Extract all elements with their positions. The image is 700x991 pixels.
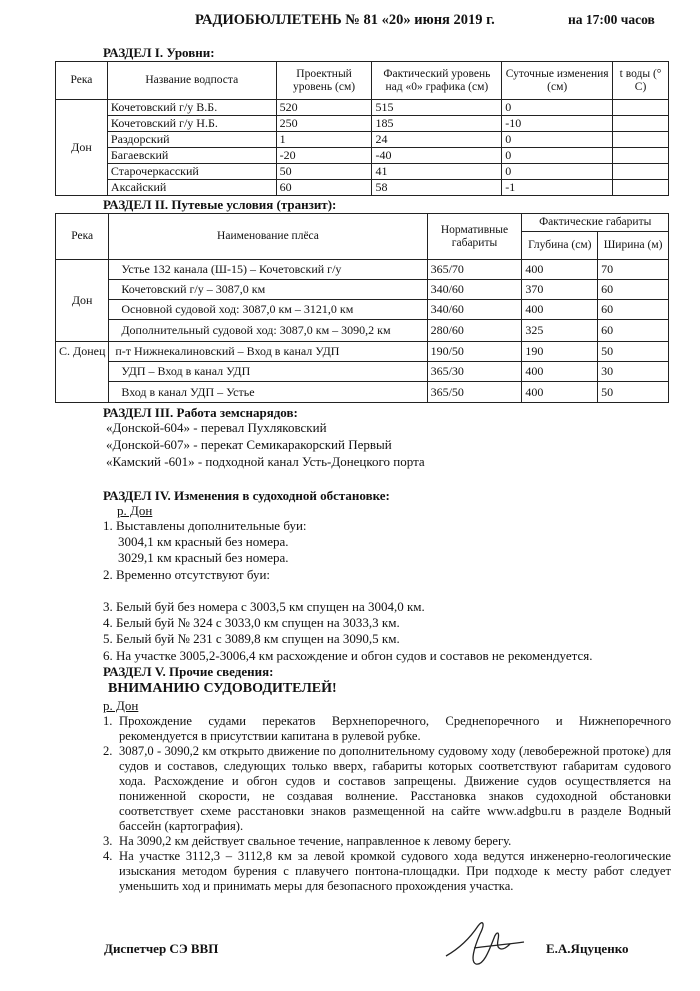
dredger-line: «Донской-607» - перекат Семикаракорский Первый: [106, 437, 392, 452]
section5-river: р. Дон: [103, 698, 139, 713]
bulletin-time: на 17:00 часов: [568, 12, 655, 27]
dispatcher-position: Диспетчер СЭ ВВП: [104, 941, 219, 956]
dredger-line: «Донской-604» - перевал Пухляковский: [106, 420, 327, 435]
item-number: 1.: [103, 714, 113, 728]
section3-title: РАЗДЕЛ III. Работа земснарядов:: [103, 405, 298, 420]
normative-dims: 365/70: [427, 260, 522, 280]
change-item: 5. Белый буй № 231 с 3089,8 км спущен на 3090,5 км.: [103, 631, 400, 646]
actual-width: 60: [598, 280, 669, 300]
station-name: Багаевский: [107, 148, 276, 164]
actual-depth: 190: [522, 342, 598, 362]
actual-level: 58: [372, 180, 502, 196]
section5-title: РАЗДЕЛ V. Прочие сведения:: [103, 664, 274, 679]
item-text: На участке 3112,3 – 3112,8 км за левой кромкой судового хода ведутся инженерно-геологические изыскания методом бурения с плавучего понтона-площадки. При подходе к месту работ следует уменьшить ход и принимать меры для безопасного прохождения участка.: [119, 849, 671, 893]
notes-list: [103, 714, 671, 894]
col-header: t воды (° С): [613, 62, 669, 100]
water-temp: [613, 148, 669, 164]
water-temp: [613, 164, 669, 180]
actual-level: 41: [372, 164, 502, 180]
station-name: Раздорский: [107, 132, 276, 148]
actual-depth: 400: [522, 362, 598, 382]
table-row: [56, 382, 669, 403]
station-name: Кочетовский г/у В.Б.: [107, 100, 276, 116]
actual-level: -40: [372, 148, 502, 164]
river-cell: С. Донец: [56, 342, 109, 403]
design-level: 250: [276, 116, 372, 132]
actual-level: 185: [372, 116, 502, 132]
col-header-river: Река: [56, 214, 109, 260]
table-row: [56, 100, 669, 116]
water-temp: [613, 116, 669, 132]
reach-name: УДП – Вход в канал УДП: [109, 362, 427, 382]
attention-heading: ВНИМАНИЮ СУДОВОДИТЕЛЕЙ!: [108, 681, 337, 696]
item-number: 4.: [103, 849, 113, 863]
design-level: 520: [276, 100, 372, 116]
daily-change: 0: [502, 100, 613, 116]
actual-width: 60: [598, 300, 669, 320]
list-item: [103, 834, 671, 849]
col-header-name: Наименование плёса: [109, 214, 427, 260]
levels-header-row: [56, 62, 669, 100]
water-temp: [613, 132, 669, 148]
actual-width: 70: [598, 260, 669, 280]
change-item: 3. Белый буй без номера с 3003,5 км спущен на 3004,0 км.: [103, 599, 425, 614]
table-row: [56, 148, 669, 164]
design-level: 50: [276, 164, 372, 180]
buoy-sub-item: 3029,1 км красный без номера.: [118, 550, 289, 565]
levels-table: [55, 61, 669, 196]
daily-change: 0: [502, 132, 613, 148]
col-header-width: Ширина (м): [598, 232, 669, 260]
transit-header-row-1: [56, 214, 669, 232]
list-item: [103, 849, 671, 894]
station-name: Аксайский: [107, 180, 276, 196]
normative-dims: 365/50: [427, 382, 522, 403]
daily-change: -1: [502, 180, 613, 196]
actual-width: 50: [598, 342, 669, 362]
reach-name: Устье 132 канала (Ш-15) – Кочетовский г/у: [109, 260, 427, 280]
item-number: 2.: [103, 744, 113, 758]
actual-depth: 325: [522, 320, 598, 342]
col-header: Суточные изменения (см): [502, 62, 613, 100]
actual-depth: 370: [522, 280, 598, 300]
actual-level: 24: [372, 132, 502, 148]
section4-title: РАЗДЕЛ IV. Изменения в судоходной обстановке:: [103, 488, 390, 503]
daily-change: 0: [502, 164, 613, 180]
design-level: 1: [276, 132, 372, 148]
normative-dims: 190/50: [427, 342, 522, 362]
normative-dims: 340/60: [427, 280, 522, 300]
table-row: [56, 132, 669, 148]
list-item: [103, 714, 671, 744]
item-text: 3087,0 - 3090,2 км открыто движение по дополнительному судовому ходу (левобережной протоке) для судов и составов, следующих только вверх, габариты которых соответствуют габаритам судового хода. Расхождение и обгон судов и составов запрещены. Движение судов осуществляется на пониженной скорости, не создавая волнение. Расстановка знаков судоходной обстановки соответствует схеме расстановки знаков размещенной на сайте www.adgbu.ru в разделе Водный бассейн (картография).: [119, 744, 671, 833]
item-number: 3.: [103, 834, 113, 848]
table-row: [56, 342, 669, 362]
col-header-actual: Фактические габариты: [522, 214, 669, 232]
table-row: [56, 180, 669, 196]
table-row: [56, 300, 669, 320]
item-text: Прохождение судами перекатов Верхнепоречного, Среднепоречного и Нижнепоречного рекомендуется в присутствии капитана в рулевой рубке.: [119, 714, 671, 743]
station-name: Старочеркасский: [107, 164, 276, 180]
table-row: [56, 320, 669, 342]
col-header-depth: Глубина (см): [522, 232, 598, 260]
reach-name: Вход в канал УДП – Устье: [109, 382, 427, 403]
change-item: 1. Выставлены дополнительные буи:: [103, 518, 307, 533]
water-temp: [613, 100, 669, 116]
normative-dims: 280/60: [427, 320, 522, 342]
actual-width: 30: [598, 362, 669, 382]
actual-depth: 400: [522, 382, 598, 403]
river-cell: Дон: [56, 100, 108, 196]
water-temp: [613, 180, 669, 196]
normative-dims: 365/30: [427, 362, 522, 382]
list-item: [103, 744, 671, 834]
change-item: 4. Белый буй № 324 с 3033,0 км спущен на 3033,3 км.: [103, 615, 400, 630]
col-header: Фактический уровень над «0» графика (см): [372, 62, 502, 100]
actual-depth: 400: [522, 260, 598, 280]
signature-graphic: [440, 918, 530, 970]
table-row: [56, 362, 669, 382]
buoy-sub-item: 3004,1 км красный без номера.: [118, 534, 289, 549]
reach-name: Дополнительный судовой ход: 3087,0 км – 3090,2 км: [109, 320, 427, 342]
design-level: -20: [276, 148, 372, 164]
section2-title: РАЗДЕЛ II. Путевые условия (транзит):: [103, 197, 337, 212]
col-header-normative: Нормативные габариты: [427, 214, 522, 260]
table-row: [56, 164, 669, 180]
item-text: На 3090,2 км действует свальное течение, направленное к левому берегу.: [119, 834, 512, 848]
bulletin-title: РАДИОБЮЛЛЕТЕНЬ № 81 «20» июня 2019 г.: [195, 12, 495, 28]
reach-name: Кочетовский г/у – 3087,0 км: [109, 280, 427, 300]
actual-width: 60: [598, 320, 669, 342]
actual-width: 50: [598, 382, 669, 403]
col-header: Проектный уровень (см): [276, 62, 372, 100]
reach-name: Основной судовой ход: 3087,0 км – 3121,0 км: [109, 300, 427, 320]
change-item: 2. Временно отсутствуют буи:: [103, 567, 271, 582]
change-item: 6. На участке 3005,2-3006,4 км расхождение и обгон судов и составов не рекомендуется.: [103, 648, 593, 663]
col-header: Река: [56, 62, 108, 100]
daily-change: -10: [502, 116, 613, 132]
design-level: 60: [276, 180, 372, 196]
section1-title: РАЗДЕЛ I. Уровни:: [103, 45, 215, 60]
actual-level: 515: [372, 100, 502, 116]
station-name: Кочетовский г/у Н.Б.: [107, 116, 276, 132]
daily-change: 0: [502, 148, 613, 164]
normative-dims: 340/60: [427, 300, 522, 320]
dredger-line: «Камский -601» - подходной канал Усть-Донецкого порта: [106, 454, 425, 469]
bulletin-header: [0, 12, 700, 34]
table-row: [56, 116, 669, 132]
transit-table: [55, 213, 669, 403]
table-row: [56, 280, 669, 300]
col-header: Название водпоста: [107, 62, 276, 100]
section4-river: р. Дон: [117, 503, 153, 518]
river-cell: Дон: [56, 260, 109, 342]
reach-name: п-т Нижнекалиновский – Вход в канал УДП: [109, 342, 427, 362]
table-row: [56, 260, 669, 280]
dispatcher-name: Е.А.Яцуценко: [546, 941, 629, 956]
actual-depth: 400: [522, 300, 598, 320]
